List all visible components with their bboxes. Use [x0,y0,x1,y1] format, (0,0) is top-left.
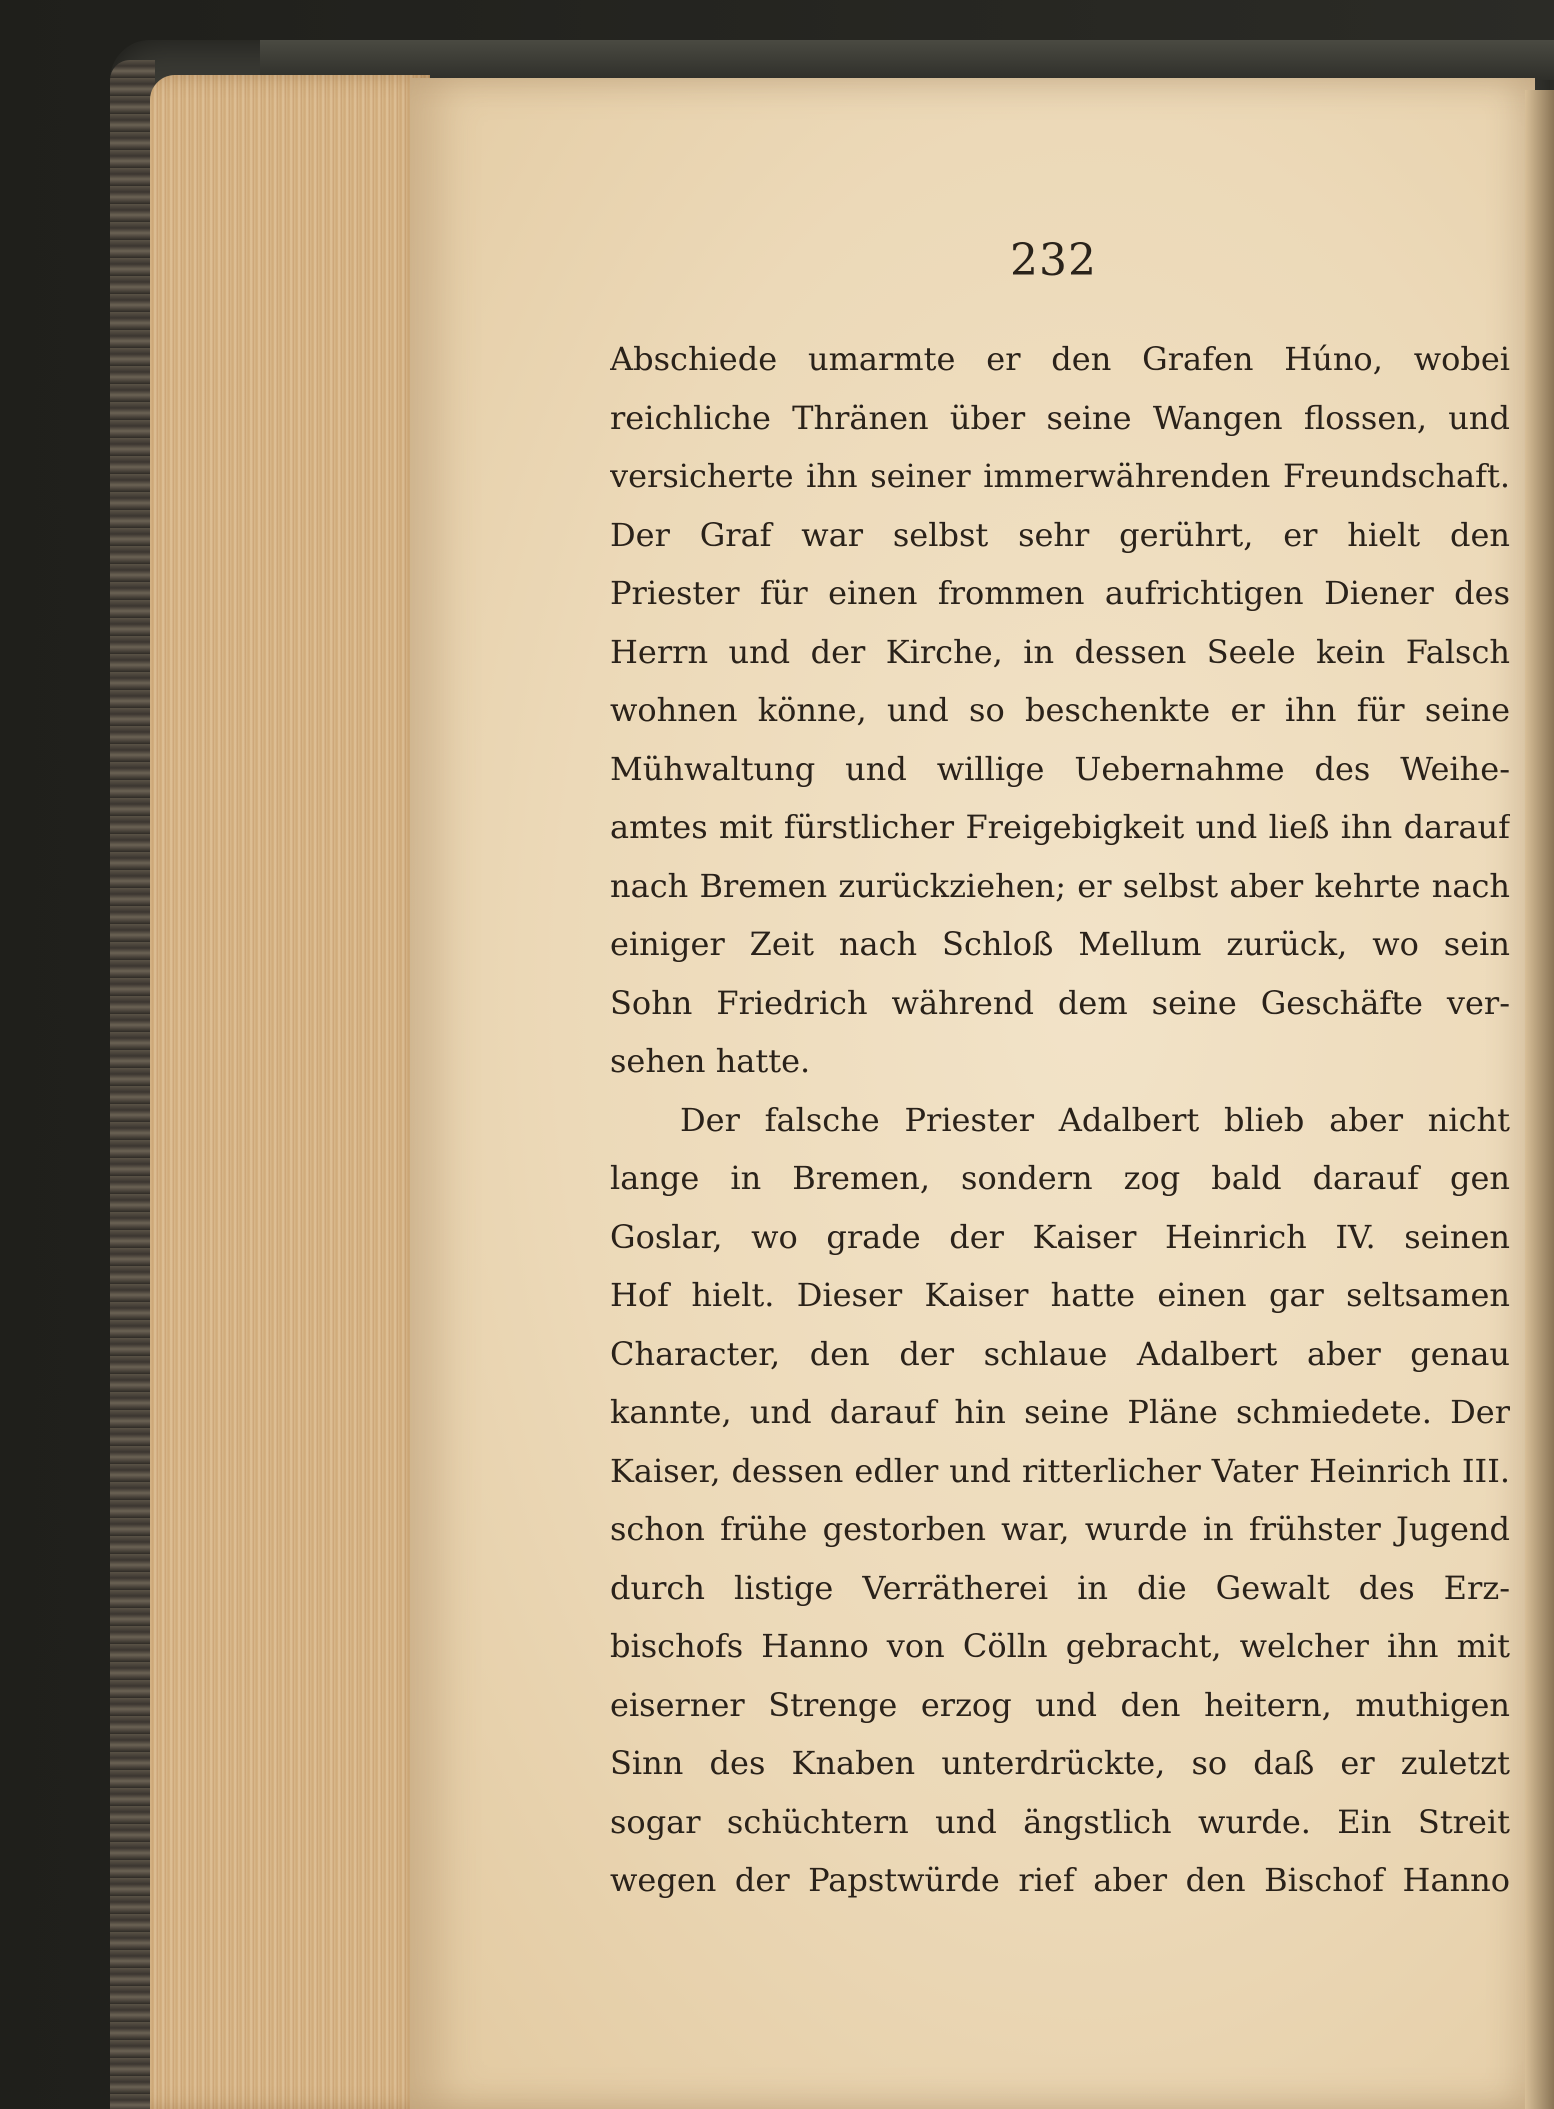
text-line: wegen der Papstwürde rief aber den Bischof Hanno [610,1861,1510,1899]
text-line: lange in Bremen, sondern zog bald darauf gen [610,1159,1510,1197]
text-line: versicherte ihn seiner immerwährenden Freundschaft. [610,457,1510,495]
page-right-edge [1525,90,1554,2109]
text-line: schon frühe gestorben war, wurde in frühster Jugend [610,1510,1510,1548]
text-line: sogar schüchtern und ängstlich wurde. Ein Streit [610,1802,1510,1841]
text-line: Abschiede umarmte er den Grafen Húno, wobei [610,340,1510,378]
text-line: durch listige Verrätherei in die Gewalt des Erz- [610,1568,1510,1607]
text-line: Herrn und der Kirche, in dessen Seele kein Falsch [610,632,1510,671]
text-line: Sohn Friedrich während dem seine Geschäfte ver- [610,983,1510,1022]
text-line: reichliche Thränen über seine Wangen flossen, und [610,398,1510,437]
text-line: Character, den der schlaue Adalbert aber genau [610,1334,1510,1373]
text-line: nach Bremen zurückziehen; er selbst aber kehrte nach [610,866,1510,905]
text-line: wohnen könne, und so beschenkte er ihn für seine [610,691,1510,729]
page-block-edges [150,75,430,2109]
text-line: Der falsche Priester Adalbert blieb aber nicht [680,1100,1510,1139]
paragraph-1 [610,330,1510,1091]
book-spine [110,60,155,2109]
text-line: eiserner Strenge erzog und den heitern, muthigen [610,1685,1510,1724]
text-line: Priester für einen frommen aufrichtigen Diener des [610,574,1510,612]
text-line: einiger Zeit nach Schloß Mellum zurück, wo sein [610,925,1510,963]
text-line: sehen hatte. [610,1042,811,1080]
page-number: 232 [1010,235,1097,286]
text-line: Der Graf war selbst sehr gerührt, er hielt den [610,515,1510,554]
text-line: bischofs Hanno von Cölln gebracht, welcher ihn mit [610,1627,1510,1665]
paragraph-2 [610,1091,1510,1910]
text-line: Kaiser, dessen edler und ritterlicher Vater Heinrich III. [610,1451,1510,1490]
text-line: Sinn des Knaben unterdrückte, so daß er zuletzt [610,1744,1510,1782]
text-line: Hof hielt. Dieser Kaiser hatte einen gar seltsamen [610,1276,1510,1314]
page-text [610,330,1510,1910]
text-line: kannte, und darauf hin seine Pläne schmiedete. Der [610,1393,1510,1431]
book-cover-top-edge [260,40,1554,80]
text-line: Goslar, wo grade der Kaiser Heinrich IV. seinen [610,1217,1510,1256]
text-line: amtes mit fürstlicher Freigebigkeit und ließ ihn darauf [610,808,1510,846]
text-line: Mühwaltung und willige Uebernahme des Weihe- [610,749,1510,788]
